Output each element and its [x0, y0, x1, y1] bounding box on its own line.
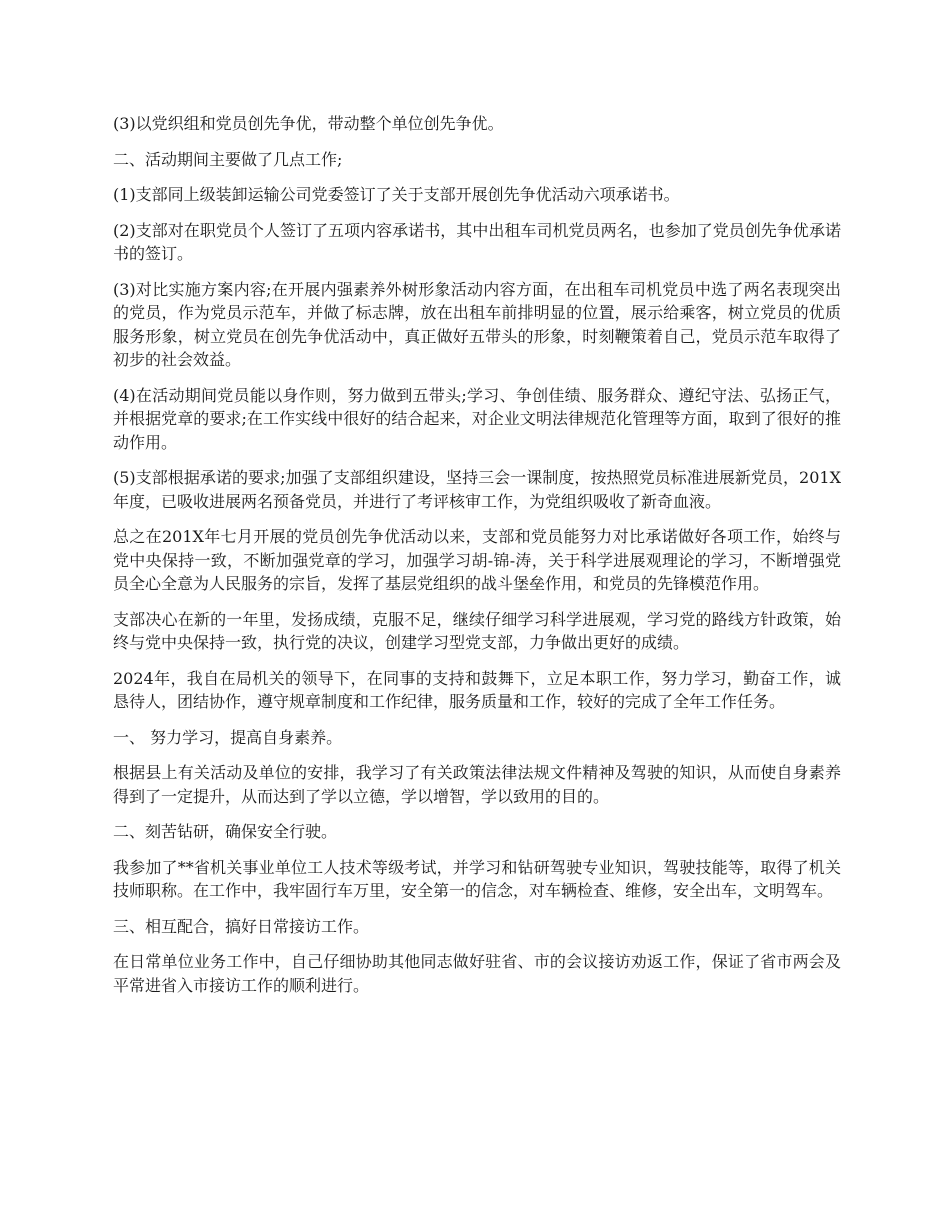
- paragraph: (5)支部根据承诺的要求;加强了支部组织建设，坚持三会一课制度，按热照党员标准进展新党员，201X年度，已吸收进展两名预备党员，并进行了考评核审工作，为党组织吸收了新奇血液。: [113, 468, 841, 511]
- paragraph: 支部决心在新的一年里，发扬成绩，克服不足，继续仔细学习科学进展观，学习党的路线方针政策，始终与党中央保持一致，执行党的决议，创建学习型党支部，力争做出更好的成绩。: [113, 609, 841, 652]
- section-heading: 一、 努力学习，提高自身素养。: [113, 727, 343, 747]
- paragraph: 我参加了**省机关事业单位工人技术等级考试，并学习和钻研驾驶专业知识，驾驶技能等，取得了机关技师职称。在工作中，我牢固行车万里，安全第一的信念，对车辆检查、维修，安全出车，文明驾车。: [113, 857, 841, 900]
- paragraph: 在日常单位业务工作中，自己仔细协助其他同志做好驻省、市的会议接访劝返工作，保证了省市两会及平常进省入市接访工作的顺利进行。: [113, 952, 841, 995]
- document-body: [113, 112, 841, 1009]
- paragraph: (1)支部同上级装卸运输公司党委签订了关于支部开展创先争优活动六项承诺书。: [113, 185, 680, 204]
- paragraph: (3)对比实施方案内容;在开展内强素养外树形象活动内容方面，在出租车司机党员中选了两名表现突出的党员，作为党员示范车，并做了标志牌，放在出租车前排明显的位置，展示给乘客，树立党员的优质服务形象，树立党员在创先争优活动中，真正做好五带头的形象，时刻鞭策着自己，党员示范车取得了初步的社会效益。: [113, 279, 841, 369]
- section-heading: 二、刻苦钻研，确保安全行驶。: [113, 822, 338, 841]
- section-heading: 二、活动期间主要做了几点工作;: [113, 149, 343, 169]
- paragraph: (2)支部对在职党员个人签订了五项内容承诺书，其中出租车司机党员两名，也参加了党员创先争优承诺书的签订。: [113, 220, 841, 263]
- section-heading: 三、相互配合，搞好日常接访工作。: [113, 916, 370, 936]
- paragraph: (3)以党织组和党员创先争优，带动整个单位创先争优。: [113, 114, 504, 133]
- paragraph: (4)在活动期间党员能以身作则，努力做到五带头;学习、争创佳绩、服务群众、遵纪守法、弘扬正气，并根据党章的要求;在工作实线中很好的结合起来，对企业文明法律规范化管理等方面，取到了很好的推动作用。: [113, 385, 841, 452]
- paragraph: 总之在201X年七月开展的党员创先争优活动以来，支部和党员能努力对比承诺做好各项工作，始终与党中央保持一致，不断加强党章的学习，加强学习胡-锦-涛，关于科学进展观理论的学习，不断增强党员全心全意为人民服务的宗旨，发挥了基层党组织的战斗堡垒作用，和党员的先锋模范作用。: [113, 527, 841, 593]
- paragraph: 2024年，我自在局机关的领导下，在同事的支持和鼓舞下，立足本职工作，努力学习，勤奋工作，诚恳待人，团结协作，遵守规章制度和工作纪律，服务质量和工作，较好的完成了全年工作任务。: [113, 668, 841, 711]
- paragraph: 根据县上有关活动及单位的安排，我学习了有关政策法律法规文件精神及驾驶的知识，从而使自身素养得到了一定提升，从而达到了学以立德，学以增智，学以致用的目的。: [113, 763, 841, 806]
